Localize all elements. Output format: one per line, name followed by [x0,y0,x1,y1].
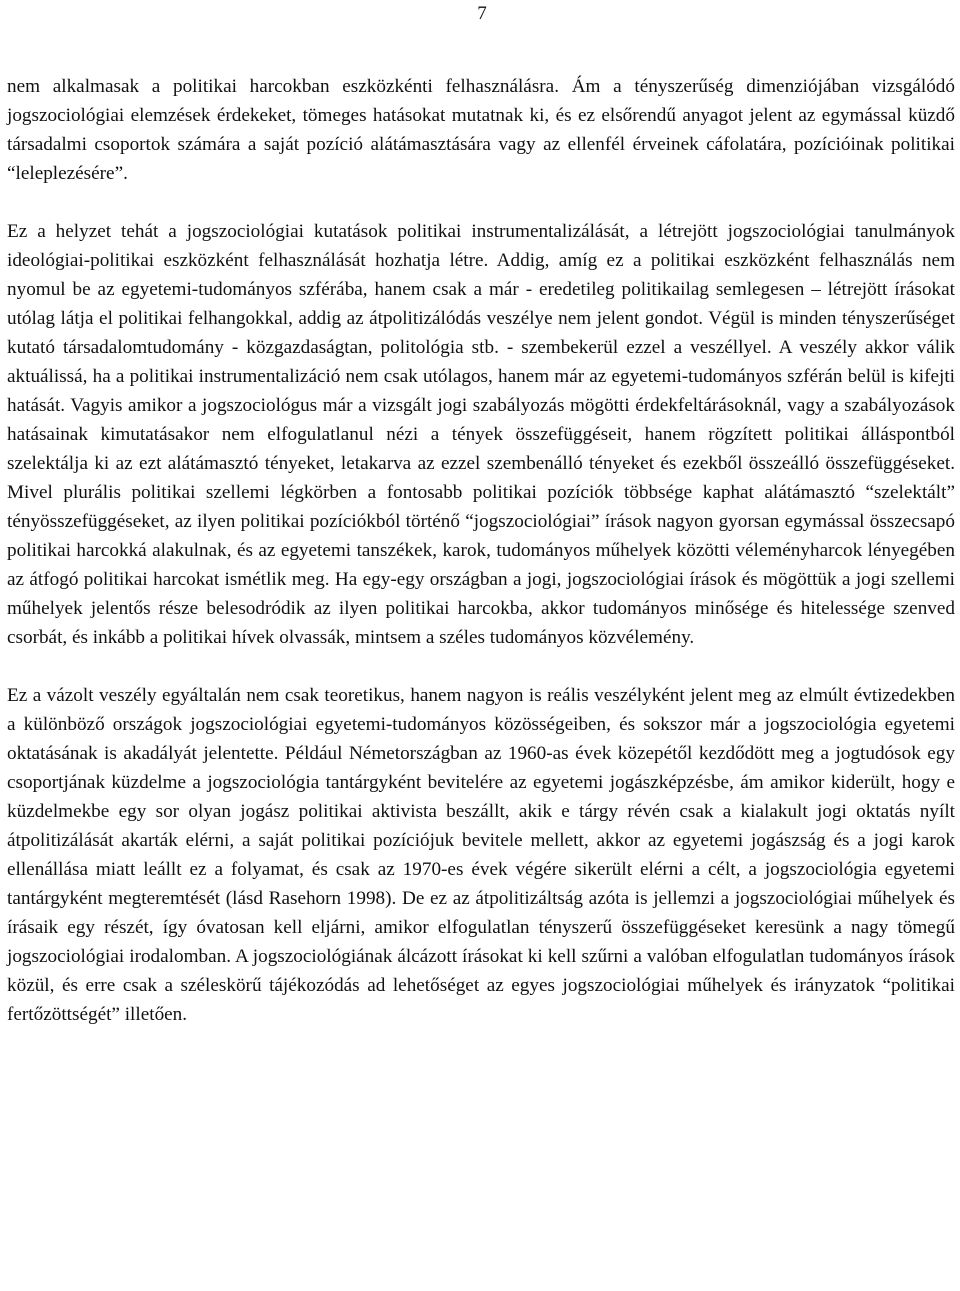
page-number: 7 [477,3,487,24]
body-text [7,72,955,1029]
paragraph-2: Ez a helyzet tehát a jogszociológiai kutatások politikai instrumentalizálását, a létrejött jogszociológiai tanulmányok ideológiai-politikai eszközként felhasználását hozhatja létre. Addig, amíg ez a politikai eszközként felhasználás nem nyomul be az egyetemi-tudományos szférába, hanem csak a már - eredetileg politikailag semlegesen – létrejött írásokat utólag látja el politikai felhangokkal, addig az átpolitizálódás veszélye nem jelent gondot. Végül is minden tényszerűséget kutató társadalomtudomány - közgazdaságtan, politológia stb. - szembekerül ezzel a veszéllyel. A veszély akkor válik aktuálissá, ha a politikai instrumentalizáció nem csak utólagos, hanem már az egyetemi-tudományos szférán belül is kifejti hatását. Vagyis amikor a jogszociológus már a vizsgált jogi szabályozás mögötti érdekfeltárásoknál, vagy a szabályozások hatásainak kimutatásakor nem elfogulatlanul nézi a tények összefüggéseit, hanem rögzített politikai álláspontból szelektálja ki az ezt alátámasztó tényeket, letakarva az ezzel szembenálló tényeket és ezekből összeálló összefüggéseket. Mivel plurális politikai szellemi légkörben a fontosabb politikai pozíciók többsége kaphat alátámasztó “szelektált” tényösszefüggéseket, az ilyen politikai pozíciókból történő “jogszociológiai” írások nagyon gyorsan egymással összecsapó politikai harcokká alakulnak, és az egyetemi tanszékek, karok, tudományos műhelyek közötti véleményharcok lényegében az átfogó politikai harcokat ismétlik meg. Ha egy-egy országban a jogi, jogszociológiai írások és mögöttük a jogi szellemi műhelyek jelentős része belesodródik az ilyen politikai harcokba, akkor tudományos minősége és hitelessége szenved csorbát, és inkább a politikai hívek olvassák, mintsem a széles tudományos közvélemény. [7,221,955,648]
paragraph-3: Ez a vázolt veszély egyáltalán nem csak teoretikus, hanem nagyon is reális veszélyként jelent meg az elmúlt évtizedekben a különböző országok jogszociológiai egyetemi-tudományos közösségeiben, és sokszor már a jogszociológia egyetemi oktatásának is akadályát jelentette. Például Németországban az 1960-as évek közepétől kezdődött meg a jogtudósok egy csoportjának küzdelme a jogszociológia tantárgyként bevitelére az egyetemi jogászképzésbe, ám amikor kiderült, hogy e küzdelmekbe egy sor olyan jogász politikai aktivista beszállt, akik e tárgy révén csak a kialakult jogi oktatás nyílt átpolitizálását akarták elérni, a saját politikai pozíciójuk bevitele mellett, akkor az egyetemi jogászság és a jogi karok ellenállása miatt leállt ez a folyamat, és csak az 1970-es évek végére sikerült elérni a célt, a jogszociológia egyetemi tantárgyként megteremtését (lásd Rasehorn 1998). De ez az átpolitizáltság azóta is jellemzi a jogszociológiai műhelyek és írásaik egy részét, így óvatosan kell eljárni, amikor elfogulatlan tényszerű összefüggéseket keresünk a nagy tömegű jogszociológiai irodalomban. A jogszociológiának álcázott írásokat ki kell szűrni a valóban elfogulatlan tudományos írások közül, és erre csak a széleskörű tájékozódás ad lehetőséget az egyes jogszociológiai műhelyek és irányzatok “politikai fertőzöttségét” illetően. [7,685,955,1025]
paragraph-1: nem alkalmasak a politikai harcokban eszközkénti felhasználásra. Ám a tényszerűség dimenziójában vizsgálódó jogszociológiai elemzések érdekeket, tömeges hatásokat mutatnak ki, és ez elsőrendű anyagot jelent az egymással küzdő társadalmi csoportok számára a saját pozíció alátámasztására vagy az ellenfél érveinek cáfolatára, pozícióinak politikai “leleplezésére”. [7,76,955,184]
